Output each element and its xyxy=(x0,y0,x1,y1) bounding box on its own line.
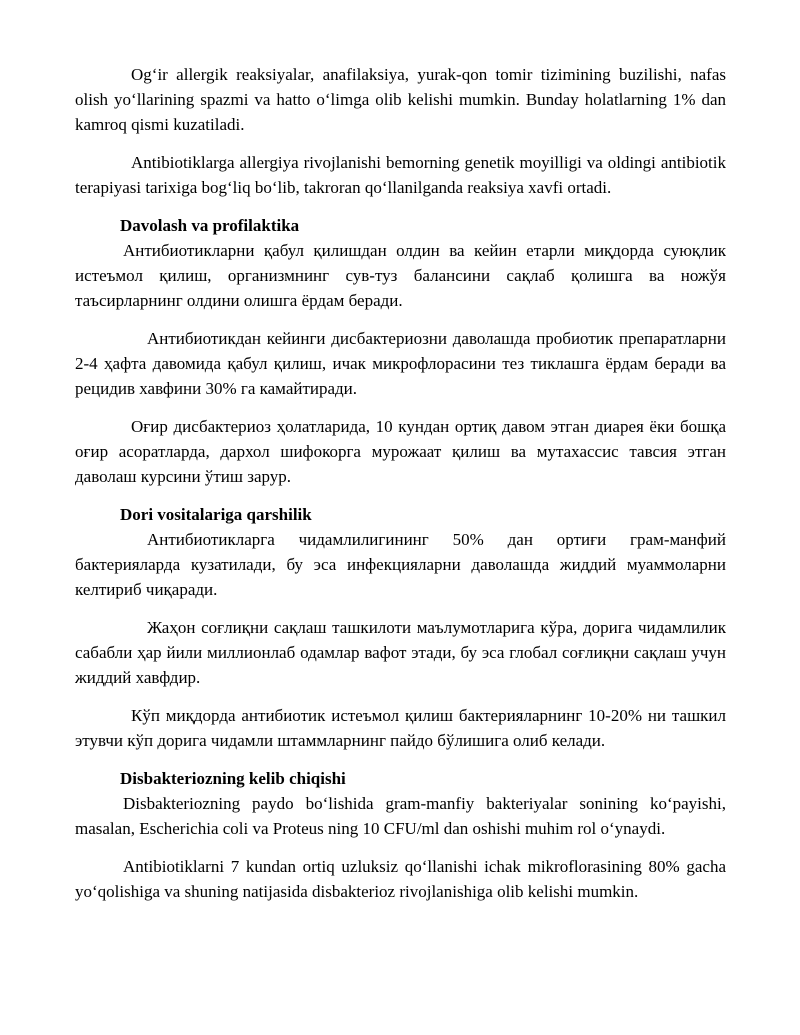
resistance-heading: Dori vositalariga qarshilik xyxy=(120,505,312,524)
intro-paragraph-2: Antibiotiklarga allergiya rivojlanishi bemorning genetik moyilligi va oldingi antibiotik terapiyasi tarixiga bog‘liq bo‘lib, takroran qo‘llanilganda reaksiya xavfi ortadi. xyxy=(75,153,726,197)
treatment-paragraph-1: Антибиотикларни қабул қилишдан олдин ва кейин етарли миқдорда суюқлик истеъмол қилиш, организмнинг сув-туз балансини сақлаб қолишга ва ножўя таъсирларнинг олдини олишга ёрдам беради. xyxy=(75,241,726,310)
resistance-paragraph-2: Жаҳон соғлиқни сақлаш ташкилоти маълумотларига кўра, дорига чидамлилик сабабли ҳар йили миллионлаб одамлар вафот этади, бу эса глобал соғлиқни сақлаш учун жиддий хавфдир. xyxy=(75,618,726,687)
intro-paragraph-1: Og‘ir allergik reaksiyalar, anafilaksiya, yurak-qon tomir tizimining buzilishi, nafas olish yo‘llarining spazmi va hatto o‘limga olib kelishi mumkin. Bunday holatlarning 1% dan kamroq qismi kuzatiladi. xyxy=(75,65,726,134)
origin-paragraph-1: Disbakteriozning paydo bo‘lishida gram-manfiy bakteriyalar sonining ko‘payishi, masalan, Escherichia coli va Proteus ning 10 CFU/ml dan oshishi muhim rol o‘ynaydi. xyxy=(75,794,726,838)
treatment-paragraph-2: Антибиотикдан кейинги дисбактериозни даволашда пробиотик препаратларни 2-4 ҳафта давомида қабул қилиш, ичак микрофлорасини тез тиклашга ёрдам беради ва рецидив хавфини 30% га камайтиради. xyxy=(75,329,726,398)
document-page xyxy=(75,62,726,904)
origin-paragraph-2: Antibiotiklarni 7 kundan ortiq uzluksiz qo‘llanishi ichak mikroflorasining 80% gacha yo‘qolishiga va shuning natijasida disbakterioz rivojlanishiga olib kelishi mumkin. xyxy=(75,857,726,901)
origin-heading: Disbakteriozning kelib chiqishi xyxy=(120,769,346,788)
resistance-paragraph-1: Антибиотикларга чидамлилигининг 50% дан ортиғи грам-манфий бактерияларда кузатилади, бу эса инфекцияларни даволашда жиддий муаммоларни келтириб чиқаради. xyxy=(75,530,726,599)
treatment-heading: Davolash va profilaktika xyxy=(120,216,300,235)
treatment-paragraph-3: Оғир дисбактериоз ҳолатларида, 10 кундан ортиқ давом этган диарея ёки бошқа оғир асоратларда, дархол шифокорга мурожаат қилиш ва мутахассис тавсия этган даволаш курсини ўтиш зарур. xyxy=(75,417,726,486)
resistance-paragraph-3: Кўп миқдорда антибиотик истеъмол қилиш бактерияларнинг 10-20% ни ташкил этувчи кўп дорига чидамли штаммларнинг пайдо бўлишига олиб келади. xyxy=(75,706,726,750)
